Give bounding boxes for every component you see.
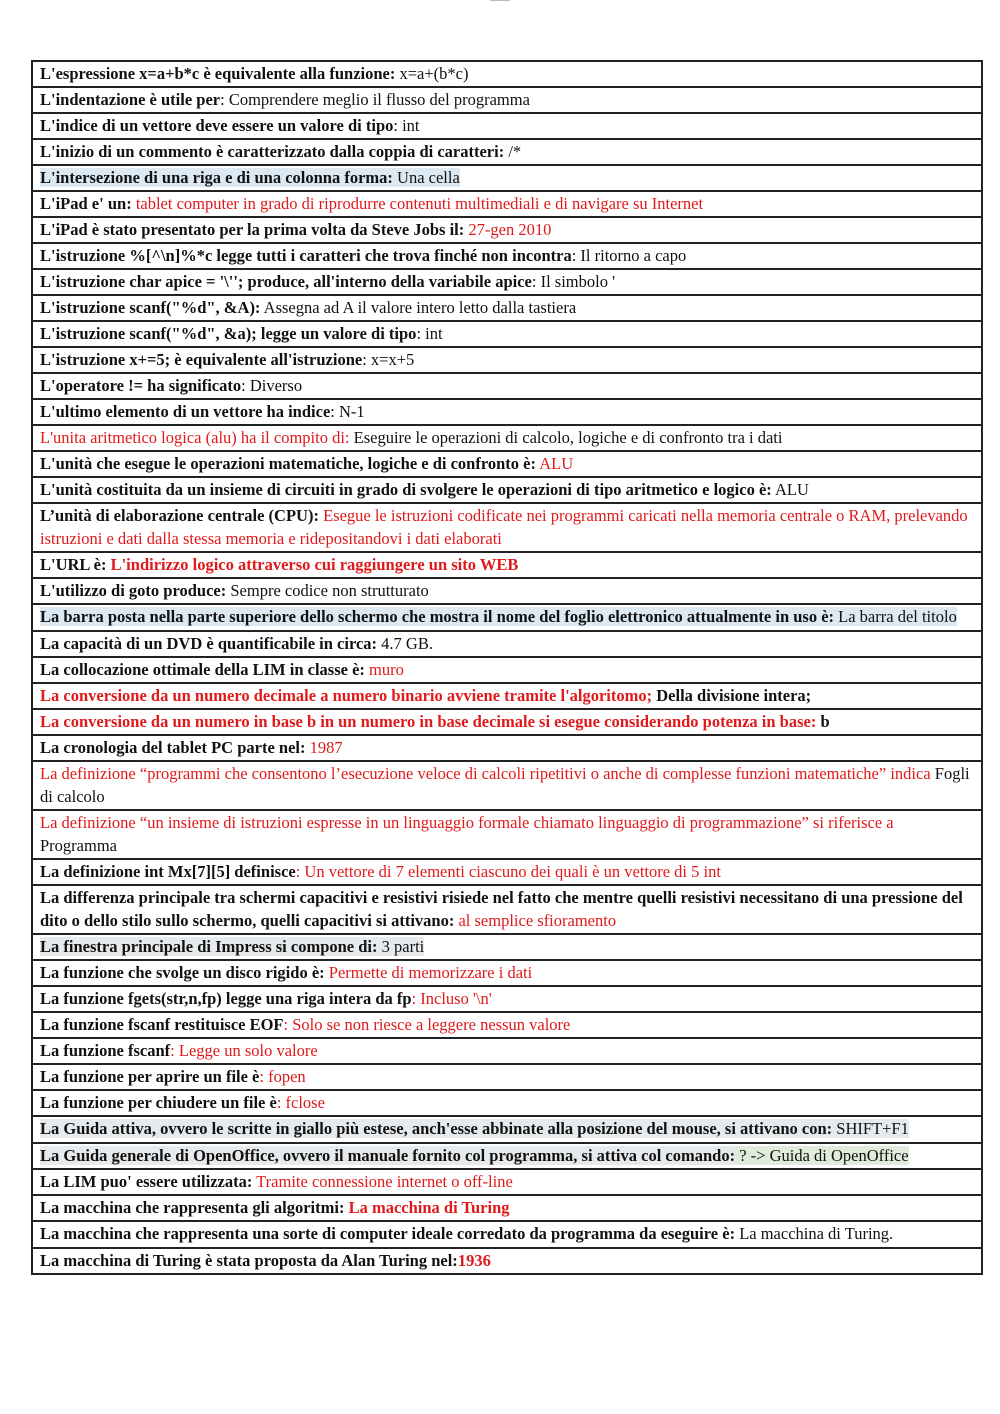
question-text: La funzione per chiudere un file è (40, 1093, 277, 1112)
answer-text: La macchina di Turing (344, 1198, 510, 1217)
table-cell (32, 934, 982, 960)
answer-text: tablet computer in grado di riprodurre contenuti multimediali e di navigare su Internet (131, 194, 704, 213)
table-row (32, 683, 982, 709)
table-cell (32, 399, 982, 425)
answer-text: 3 parti (377, 937, 425, 956)
answer-text: Della divisione intera; (652, 685, 812, 705)
question-text: L'indice di un vettore deve essere un valore di tipo (40, 116, 394, 135)
table-row (32, 477, 982, 503)
question-text: L'istruzione scanf("%d", &a); legge un valore di tipo (40, 324, 417, 343)
question-text: La capacità di un DVD è quantificabile in circa: (40, 633, 378, 653)
answer-text: Assegna ad A il valore intero letto dalla tastiera (260, 298, 577, 317)
table-cell (32, 604, 982, 631)
table-row (32, 631, 982, 657)
table-cell (32, 859, 982, 885)
question-text: L'iPad è stato presentato per la prima volta da Steve Jobs il: (40, 220, 465, 239)
table-cell (32, 885, 982, 934)
table-row (32, 347, 982, 373)
table-row (32, 1038, 982, 1064)
question-text: La macchina che rappresenta gli algoritmi: (40, 1198, 345, 1217)
table-cell (32, 451, 982, 477)
answer-text: : Solo se non riesce a leggere nessun valore (283, 1015, 571, 1034)
question-text: La collocazione ottimale della LIM in classe è: (40, 659, 365, 679)
answer-text: /* (504, 142, 522, 161)
table-cell (32, 1116, 982, 1143)
table-cell (32, 139, 982, 165)
table-cell (32, 1195, 982, 1221)
question-text: L'utilizzo di goto produce: (40, 581, 227, 600)
table-row (32, 859, 982, 885)
answer-text: : Incluso '\n' (411, 989, 492, 1008)
table-cell (32, 347, 982, 373)
question-text: L'inizio di un commento è caratterizzato dalla coppia di caratteri: (40, 142, 505, 161)
table-row (32, 399, 982, 425)
question-text: L'istruzione x+=5; è equivalente all'istruzione (40, 350, 363, 369)
table-cell (32, 1143, 982, 1170)
question-text: La conversione da un numero in base b in un numero in base decimale si esegue considerando potenza in base: (40, 711, 817, 731)
table-cell (32, 1248, 982, 1274)
table-row (32, 986, 982, 1012)
question-text: La macchina che rappresenta una sorte di computer ideale corredato da programma da eseguire è: (40, 1224, 736, 1243)
table-row (32, 604, 982, 631)
answer-text: SHIFT+F1 (832, 1119, 909, 1138)
table-row (32, 1195, 982, 1221)
table-row (32, 373, 982, 399)
table-cell (32, 1221, 982, 1248)
answer-text: : Diverso (241, 376, 303, 395)
table-row (32, 578, 982, 604)
question-text: La Guida generale di OpenOffice, ovvero il manuale fornito col programma, si attiva col comando: (40, 1145, 736, 1165)
table-cell (32, 425, 982, 451)
table-cell (32, 657, 982, 683)
answer-text: x=a+(b*c) (395, 64, 469, 83)
question-text: L'istruzione scanf("%d", &A): (40, 298, 261, 317)
question-text: La funzione fgets(str,n,fp) legge una riga intera da fp (40, 989, 412, 1008)
table-cell (32, 735, 982, 761)
table-row (32, 709, 982, 736)
answer-text: 4.7 GB. (377, 633, 433, 653)
table-row (32, 165, 982, 191)
answer-text: : Legge un solo valore (170, 1041, 318, 1060)
answer-text: : Il ritorno a capo (571, 246, 687, 265)
table-row (32, 1064, 982, 1090)
question-text: L'unità costituita da un insieme di circuiti in grado di svolgere le operazioni di tipo aritmetico e logico è: (40, 480, 772, 499)
question-text: La barra posta nella parte superiore dello schermo che mostra il nome del foglio elettronico attualmente in uso è: (40, 607, 835, 626)
table-cell (32, 191, 982, 217)
table-row (32, 503, 982, 552)
answer-text: al semplice sfioramento (454, 910, 617, 930)
answer-text: muro (364, 659, 404, 679)
question-text: La funzione fscanf (40, 1041, 171, 1060)
answer-text: : Il simbolo ' (531, 272, 616, 291)
table-row (32, 1169, 982, 1195)
table-row (32, 113, 982, 139)
question-text: L'iPad e' un: (40, 194, 132, 213)
question-text: La finestra principale di Impress si compone di: (40, 937, 378, 956)
answer-text: 1987 (305, 738, 343, 757)
answer-text: La barra del titolo (834, 607, 957, 626)
question-text: La conversione da un numero decimale a numero binario avviene tramite l'algoritomo; (40, 685, 653, 705)
question-text: L'unita aritmetico logica (alu) ha il compito di: (40, 428, 350, 447)
question-text: La differenza principale tra schermi capacitivi e resistivi risiede nel fatto che mentre quelli resistivi necessitano di una pressione del dito o dello stilo sullo schermo, quelli capacitivi si attivano: (40, 888, 963, 930)
answer-text: ? -> Guida di OpenOffice (735, 1145, 909, 1165)
answer-text: Programma (40, 835, 117, 855)
table-row (32, 295, 982, 321)
table-row (32, 425, 982, 451)
answer-text: : fclose (276, 1093, 325, 1112)
table-row (32, 735, 982, 761)
question-text: La definizione “un insieme di istruzioni espresse in un linguaggio formale chiamato linguaggio di programmazione” si riferisce a (40, 813, 894, 832)
answer-text: : int (416, 324, 443, 343)
table-row (32, 61, 982, 87)
question-text: La definizione int Mx[7][5] definisce (40, 862, 296, 881)
answer-text: : Comprendere meglio il flusso del programma (220, 90, 530, 109)
table-cell (32, 61, 982, 87)
answer-text: Sempre codice non strutturato (226, 581, 429, 600)
question-text: La funzione per aprire un file è (40, 1067, 260, 1086)
table-row (32, 657, 982, 683)
question-text: L'unità che esegue le operazioni matematiche, logiche e di confronto è: (40, 454, 536, 473)
table-row (32, 1012, 982, 1038)
answer-text: : x=x+5 (362, 350, 415, 369)
table-cell (32, 986, 982, 1012)
question-text: L'espressione x=a+b*c è equivalente alla funzione: (40, 64, 396, 83)
table-cell (32, 683, 982, 709)
question-text: L'operatore != ha significato (40, 376, 242, 395)
answer-text: : N-1 (330, 402, 365, 421)
table-cell (32, 761, 982, 810)
answer-text: : fopen (259, 1067, 306, 1086)
table-row (32, 217, 982, 243)
answer-text: 1936 (457, 1250, 491, 1270)
table-cell (32, 477, 982, 503)
question-text: L'istruzione %[^\n]%*c legge tutti i caratteri che trova finché non incontra (40, 246, 572, 265)
question-text: La Guida attiva, ovvero le scritte in giallo più estese, anch'esse abbinate alla posizione del mouse, si attivano con: (40, 1119, 833, 1138)
table-cell (32, 373, 982, 399)
table-cell (32, 709, 982, 736)
table-row (32, 1116, 982, 1143)
table-cell (32, 810, 982, 859)
table-row (32, 87, 982, 113)
answer-text: ALU (771, 480, 809, 499)
answer-text: ALU (535, 454, 574, 473)
table-row (32, 139, 982, 165)
question-text: L'URL è: (40, 555, 107, 574)
table-row (32, 269, 982, 295)
table-cell (32, 960, 982, 986)
question-text: La funzione che svolge un disco rigido è: (40, 963, 325, 982)
table-cell (32, 113, 982, 139)
question-text: L'intersezione di una riga e di una colonna forma: (40, 168, 393, 187)
table-cell (32, 295, 982, 321)
answer-text: Tramite connessione internet o off-line (252, 1172, 513, 1191)
table-cell (32, 578, 982, 604)
table-cell (32, 1038, 982, 1064)
answer-text: : Un vettore di 7 elementi ciascuno dei quali è un vettore di 5 int (295, 862, 721, 881)
table-row (32, 761, 982, 810)
table-row (32, 1143, 982, 1170)
answer-text: 27-gen 2010 (464, 220, 552, 239)
table-row (32, 1248, 982, 1274)
table-cell (32, 1012, 982, 1038)
question-text: La macchina di Turing è stata proposta da Alan Turing nel: (40, 1250, 458, 1270)
table-cell (32, 1169, 982, 1195)
table-row (32, 243, 982, 269)
question-text: La definizione “programmi che consentono l’esecuzione veloce di calcoli ripetitivi o anche di complesse funzioni matematiche” indica (40, 764, 931, 783)
table-row (32, 321, 982, 347)
question-text: La funzione fscanf restituisce EOF (40, 1015, 284, 1034)
table-row (32, 552, 982, 578)
table-row (32, 934, 982, 960)
table-row (32, 810, 982, 859)
table-row (32, 1090, 982, 1116)
table-cell (32, 243, 982, 269)
quiz-table (31, 60, 983, 1275)
table-row (32, 451, 982, 477)
table-cell (32, 552, 982, 578)
question-text: L'ultimo elemento di un vettore ha indice (40, 402, 331, 421)
answer-text: Esegue le istruzioni codificate nei programmi caricati nella memoria centrale o RAM, prelevando istruzioni e dati dalla stessa memoria e ridepositandovi i dati elaborati (40, 506, 968, 548)
answer-text: L'indirizzo logico attraverso cui raggiungere un sito WEB (106, 555, 519, 574)
table-cell (32, 87, 982, 113)
question-text: L’unità di elaborazione centrale (CPU): (40, 506, 319, 525)
answer-text: Permette di memorizzare i dati (324, 963, 533, 982)
table-cell (32, 631, 982, 657)
table-cell (32, 503, 982, 552)
answer-text: Eseguire le operazioni di calcolo, logiche e di confronto tra i dati (349, 428, 783, 447)
table-row (32, 1221, 982, 1248)
table-cell (32, 1090, 982, 1116)
answer-text: b (816, 711, 830, 731)
answer-text: La macchina di Turing. (735, 1224, 894, 1243)
question-text: L'istruzione char apice = '\''; produce, all'interno della variabile apice (40, 272, 532, 291)
answer-text: : int (393, 116, 420, 135)
table-cell (32, 269, 982, 295)
question-text: La cronologia del tablet PC parte nel: (40, 738, 306, 757)
table-row (32, 960, 982, 986)
table-cell (32, 165, 982, 191)
table-row (32, 885, 982, 934)
question-text: L'indentazione è utile per (40, 90, 221, 109)
table-cell (32, 321, 982, 347)
table-cell (32, 217, 982, 243)
answer-text: Una cella (392, 168, 460, 187)
page-header-mark (490, 0, 510, 4)
question-text: La LIM puo' essere utilizzata: (40, 1172, 253, 1191)
table-cell (32, 1064, 982, 1090)
answer-text: Fogli di calcolo (40, 764, 970, 806)
table-row (32, 191, 982, 217)
